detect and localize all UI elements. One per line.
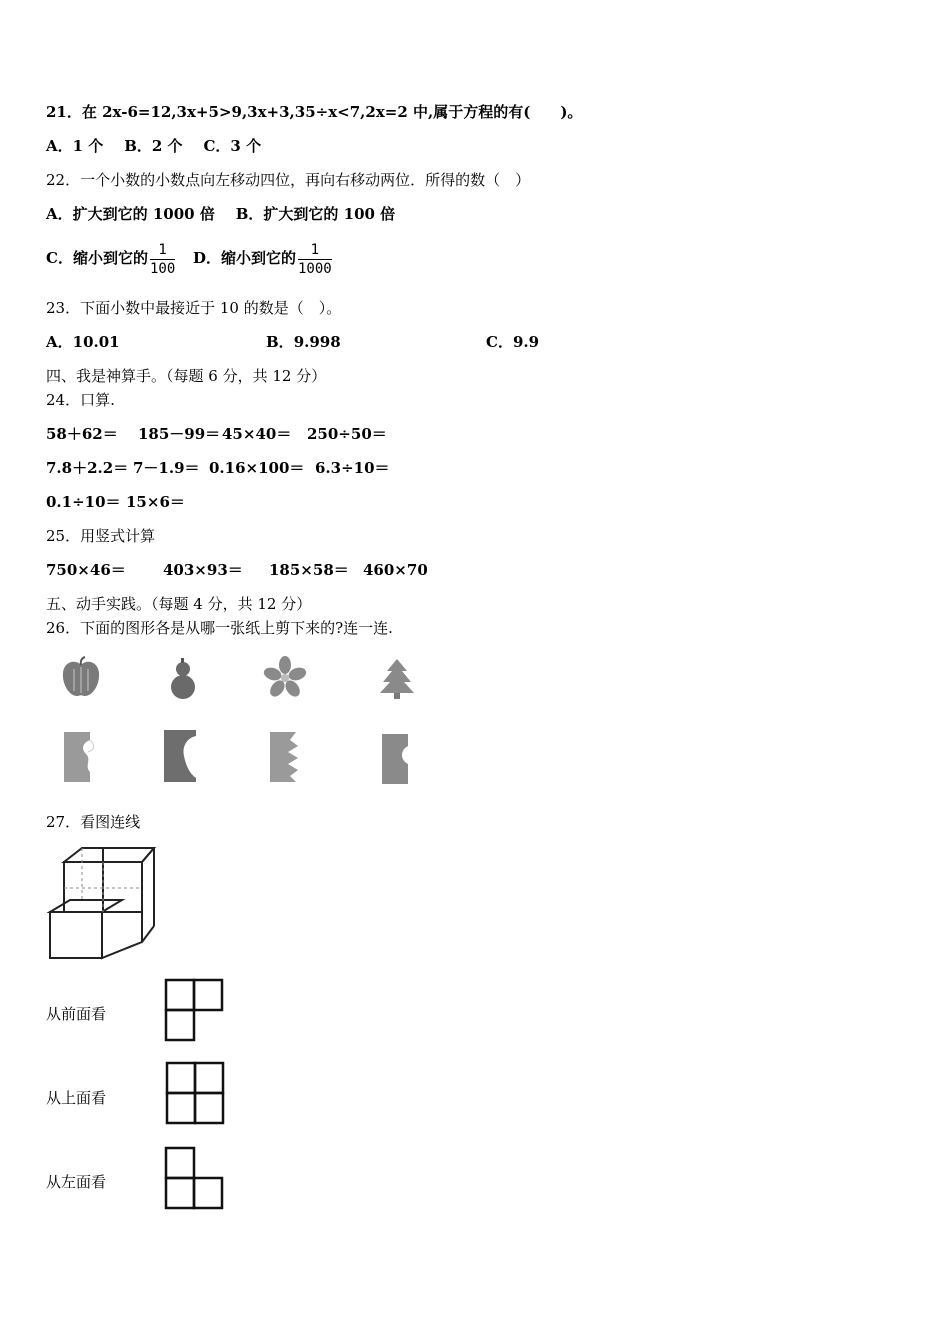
q25-item-3: 185×58＝	[269, 561, 349, 579]
q22-option-a: A．扩大到它的 1000 倍	[46, 205, 215, 223]
q23-option-a: A．10.01	[46, 333, 120, 351]
q24-r1-1: 58＋62＝	[46, 425, 118, 443]
q25-title: 25．用竖式计算	[46, 527, 156, 545]
q21-option-b: B．2 个	[124, 137, 183, 155]
q27-title: 27．看图连线	[46, 813, 141, 831]
q21-option-c: C．3 个	[203, 137, 262, 155]
cube-stack-figure	[46, 844, 158, 960]
view-top-label: 从上面看	[46, 1089, 107, 1107]
tree-icon	[374, 655, 420, 701]
q22-options-cd	[46, 238, 334, 278]
paper-cut-4	[380, 732, 414, 786]
q22-option-b: B．扩大到它的 100 倍	[235, 205, 396, 223]
top-view-grid	[164, 1060, 228, 1128]
q25-item-4: 460×70	[363, 561, 428, 579]
section-5-heading: 五、动手实践。（每题 4 分，共 12 分）	[46, 595, 312, 613]
q24-r2-3: 0.16×100＝	[209, 459, 305, 477]
q23-option-b: B．9.998	[266, 333, 341, 351]
q22-option-d: D．缩小到它的 $\frac{1}{1000}$	[192, 241, 332, 277]
q21-option-a: A．1 个	[46, 137, 104, 155]
gourd-icon	[160, 655, 206, 701]
fraction-1-100: $\frac{1}{100}$	[149, 241, 176, 277]
q21-options	[46, 136, 261, 156]
q24-r1-4: 250÷50＝	[307, 425, 387, 443]
q24-r3-1: 0.1÷10＝	[46, 493, 121, 511]
view-left-label: 从左面看	[46, 1173, 107, 1191]
q24-r2-4: 6.3÷10＝	[315, 459, 390, 477]
q23-option-c: C．9.9	[486, 333, 540, 351]
q25-item-1: 750×46＝	[46, 561, 126, 579]
view-front-label: 从前面看	[46, 1005, 107, 1023]
left-view-grid	[164, 1146, 226, 1212]
q23-stem: 23．下面小数中最接近于 10 的数是（ ）。	[46, 299, 342, 317]
q22-options-ab	[46, 204, 395, 224]
q21-stem: 21．在 2x-6=12,3x+5>9,3x+3,35÷x<7,2x=2 中,属于方程的有( )。	[46, 103, 583, 121]
front-view-grid	[164, 978, 226, 1044]
flower-icon	[262, 655, 308, 701]
fraction-1-1000: $\frac{1}{1000}$	[297, 241, 332, 277]
q22-option-c: C．缩小到它的 $\frac{1}{100}$	[46, 241, 176, 277]
q24-r2-2: 7－1.9＝	[133, 459, 200, 477]
q24-r1-3: 45×40＝	[222, 425, 292, 443]
q24-r2-1: 7.8＋2.2＝	[46, 459, 129, 477]
apple-icon	[58, 655, 104, 701]
q22-stem: 22．一个小数的小数点向左移动四位，再向右移动两位．所得的数（ ）	[46, 171, 531, 189]
paper-cut-1	[62, 730, 96, 784]
q24-title: 24．口算.	[46, 391, 115, 409]
paper-cut-3	[268, 730, 302, 784]
q24-r1-2: 185－99＝	[138, 425, 221, 443]
q25-item-2: 403×93＝	[163, 561, 243, 579]
paper-cut-2	[162, 728, 200, 784]
q26-title: 26．下面的图形各是从哪一张纸上剪下来的?连一连.	[46, 619, 393, 637]
section-4-heading: 四、我是神算手。（每题 6 分，共 12 分）	[46, 367, 327, 385]
q24-r3-2: 15×6＝	[126, 493, 185, 511]
